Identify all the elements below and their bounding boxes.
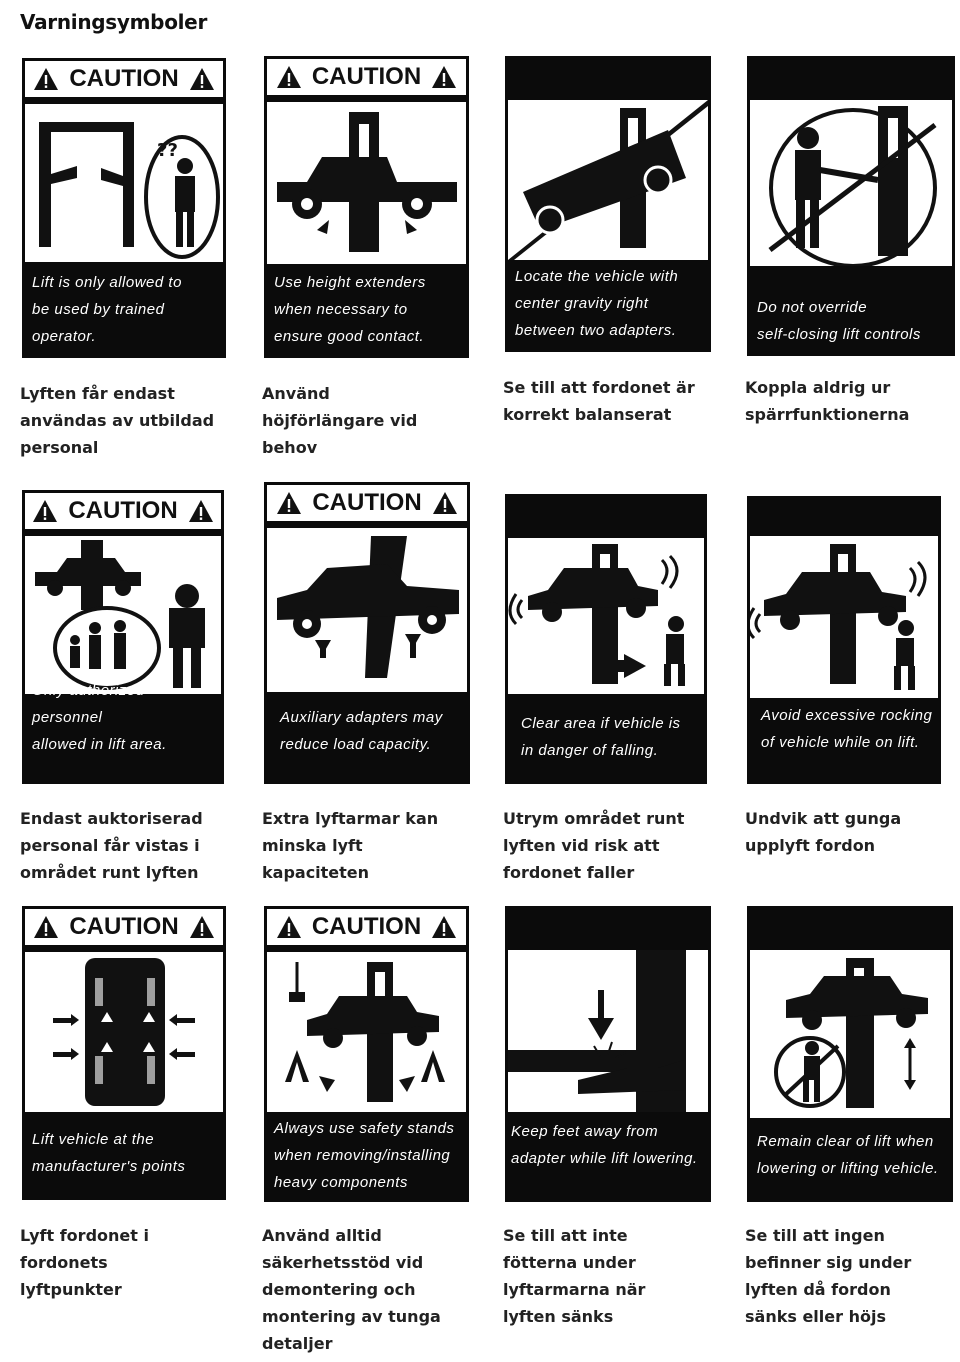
sign-caption: Use height extenders when necessary to ensure good contact. [274,274,426,345]
lift-controls-icon [750,100,952,266]
warning-triangle-icon [33,67,59,91]
sign-caption: Avoid excessive rocking of vehicle while on lift. [761,707,933,751]
sign-description: Undvik att gunga upplyft fordon [745,809,902,855]
center-gravity-icon [508,100,708,260]
warning-triangle-icon [276,65,302,89]
caution-label: CAUTION [69,913,179,940]
sign-description: Extra lyftarmar kan minska lyft kapaciteten [262,809,439,882]
caution-label: CAUTION [312,489,422,516]
warning-triangle-icon [432,491,458,515]
caution-header [25,61,223,101]
warning-triangle-icon [33,915,59,939]
warning-triangle-icon [276,491,302,515]
caution-header [267,485,467,525]
caution-header [25,493,221,533]
caution-sign-falling-vehicle [505,494,707,784]
sign-description: Lyften får endast användas av utbildad personal [20,384,215,457]
caution-label: CAUTION [311,63,422,90]
sign-description: Använd alltid säkerhetsstöd vid demontering och montering av tunga detaljer [262,1226,441,1353]
caution-sign-authorized-personnel [22,490,224,784]
trained-operator-icon [25,104,223,262]
warning-triangle-icon [188,499,214,523]
caution-sign-lift-points [22,906,226,1200]
caution-sign-auxiliary-adapters [264,482,470,784]
lift-points-icon [25,952,223,1112]
caution-sign-rocking-vehicle [747,496,941,784]
auxiliary-adapters-icon [267,528,467,692]
caution-sign-trained-operator [22,58,226,358]
height-extender-icon [267,102,466,264]
sign-description: Utrym området runt lyften vid risk att fordonet faller [503,809,685,882]
sign-caption: Keep feet away from adapter while lift lowering. [511,1123,698,1167]
caution-label: CAUTION [69,65,179,92]
safety-stands-icon [267,952,466,1112]
caution-sign-feet-away [505,906,711,1202]
sign-caption: Auxiliary adapters may reduce load capacity. [280,709,443,753]
sign-description: Lyft fordonet i fordonets lyftpunkter [20,1226,149,1299]
authorized-personnel-icon [25,536,221,694]
feet-away-icon [508,950,708,1112]
caution-sign-center-gravity [505,56,711,352]
caution-header [267,909,466,949]
warning-triangle-icon [431,915,457,939]
sign-caption: Lift is only allowed to be used by trained operator. [32,274,182,345]
sign-description: Se till att ingen befinner sig under lyften då fordon sänks eller höjs [745,1226,912,1326]
sign-description: Använd höjförlängare vid behov [262,384,418,457]
warning-triangle-icon [276,915,302,939]
caution-sign-safety-stands [264,906,469,1202]
sign-description: Koppla aldrig ur spärrfunktionerna [745,378,910,424]
caution-sign-height-extenders [264,56,469,358]
sign-caption: Do not override self-closing lift controls [757,299,921,343]
caution-label: CAUTION [311,913,422,940]
remain-clear-icon [750,950,950,1118]
page-title: Varningsymboler [20,10,208,34]
sign-caption: Locate the vehicle with center gravity right between two adapters. [515,268,679,339]
sign-caption: Clear area if vehicle is in danger of falling. [521,715,681,759]
warning-triangle-icon [32,499,58,523]
sign-description: Endast auktoriserad personal får vistas i området runt lyften [20,809,203,882]
warning-triangle-icon [431,65,457,89]
sign-caption: Remain clear of lift when lowering or lifting vehicle. [757,1133,939,1177]
rocking-vehicle-icon [750,536,938,698]
warning-triangle-icon [189,67,215,91]
sign-description: Se till att fordonet är korrekt balanserat [503,378,695,424]
sign-description: Se till att inte fötterna under lyftarmarna när lyften sänks [503,1226,646,1326]
caution-header [267,59,466,99]
caution-header [25,909,223,949]
warning-triangle-icon [189,915,215,939]
caution-sign-remain-clear [747,906,953,1202]
caution-label: CAUTION [68,497,178,524]
sign-caption: Lift vehicle at the manufacturer's points [32,1131,186,1175]
caution-sign-lift-controls [747,56,955,356]
svg-text:??: ?? [157,140,178,161]
sign-caption: Always use safety stands when removing/installing heavy components [274,1120,455,1191]
falling-vehicle-icon [508,538,704,694]
sign-caption: Only authorized personnel allowed in lift area. [32,682,167,753]
